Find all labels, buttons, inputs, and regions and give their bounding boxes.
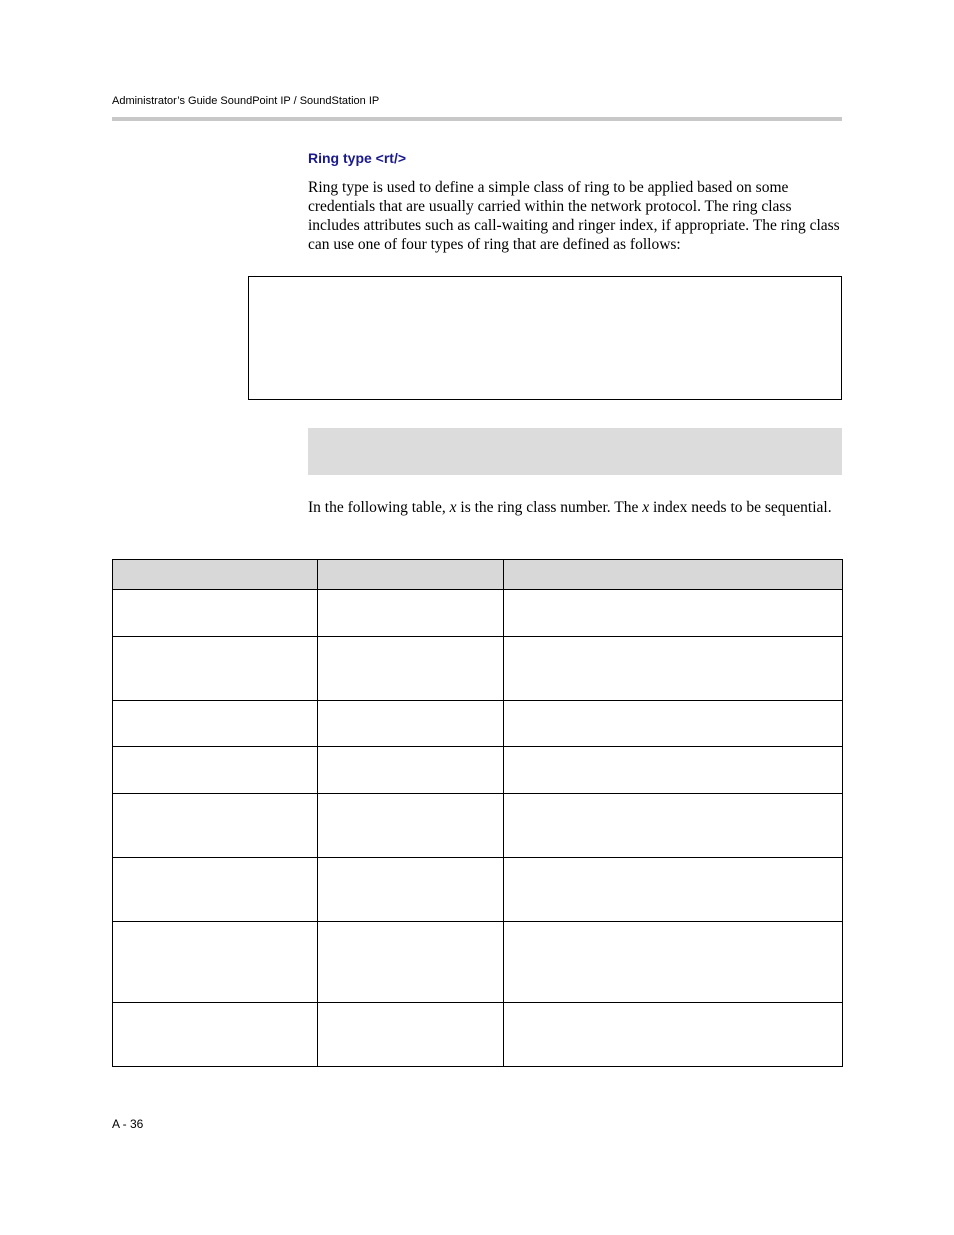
table-intro-text-3: index needs to be sequential. xyxy=(649,499,832,516)
table-cell xyxy=(113,701,318,747)
table-cell xyxy=(504,590,843,637)
ring-class-table xyxy=(112,559,843,1067)
table-intro-var-2: x xyxy=(642,499,650,516)
table-intro-text-1: In the following table, xyxy=(308,499,450,516)
intro-paragraph: Ring type is used to define a simple class of ring to be applied based on some credentials that are usually carried within the network protocol. The ring class includes attributes such as call-waiting and ringer index, if appropriate. The ring class can use one of four types of ring that are defined as follows: xyxy=(308,179,840,253)
table-cell xyxy=(113,858,318,922)
section-heading: Ring type <rt/> xyxy=(308,150,407,166)
table-cell xyxy=(113,747,318,794)
table-header-cell xyxy=(504,560,843,590)
ring-types-box xyxy=(248,276,842,400)
running-title: Administrator’s Guide SoundPoint IP / SoundStation IP xyxy=(112,95,380,107)
table-header-row xyxy=(113,560,843,590)
header-rule xyxy=(112,117,842,121)
table-intro-text-2: is the ring class number. The xyxy=(456,499,643,516)
table-intro-paragraph xyxy=(308,498,842,517)
table-cell xyxy=(318,922,504,1003)
table-cell xyxy=(504,747,843,794)
table-row xyxy=(113,794,843,858)
table-row xyxy=(113,590,843,637)
table-row xyxy=(113,701,843,747)
table-cell xyxy=(504,794,843,858)
table-cell xyxy=(504,637,843,701)
table-cell xyxy=(504,701,843,747)
table-intro-var-1: x xyxy=(449,499,457,516)
table-row xyxy=(113,747,843,794)
table-cell xyxy=(318,590,504,637)
table-cell xyxy=(318,637,504,701)
table-cell xyxy=(318,1003,504,1067)
table-cell xyxy=(318,794,504,858)
table-cell xyxy=(504,1003,843,1067)
table-cell xyxy=(504,922,843,1003)
table-cell xyxy=(318,701,504,747)
table-cell xyxy=(318,858,504,922)
table-header-cell xyxy=(113,560,318,590)
table-row xyxy=(113,1003,843,1067)
note-band xyxy=(308,428,842,475)
table-row xyxy=(113,637,843,701)
table-row xyxy=(113,922,843,1003)
table-row xyxy=(113,858,843,922)
page-number: A - 36 xyxy=(112,1117,144,1131)
table-cell xyxy=(113,637,318,701)
table-cell xyxy=(504,858,843,922)
table-cell xyxy=(113,590,318,637)
table-header-cell xyxy=(318,560,504,590)
table-cell xyxy=(318,747,504,794)
table-cell xyxy=(113,794,318,858)
table-cell xyxy=(113,922,318,1003)
table-cell xyxy=(113,1003,318,1067)
